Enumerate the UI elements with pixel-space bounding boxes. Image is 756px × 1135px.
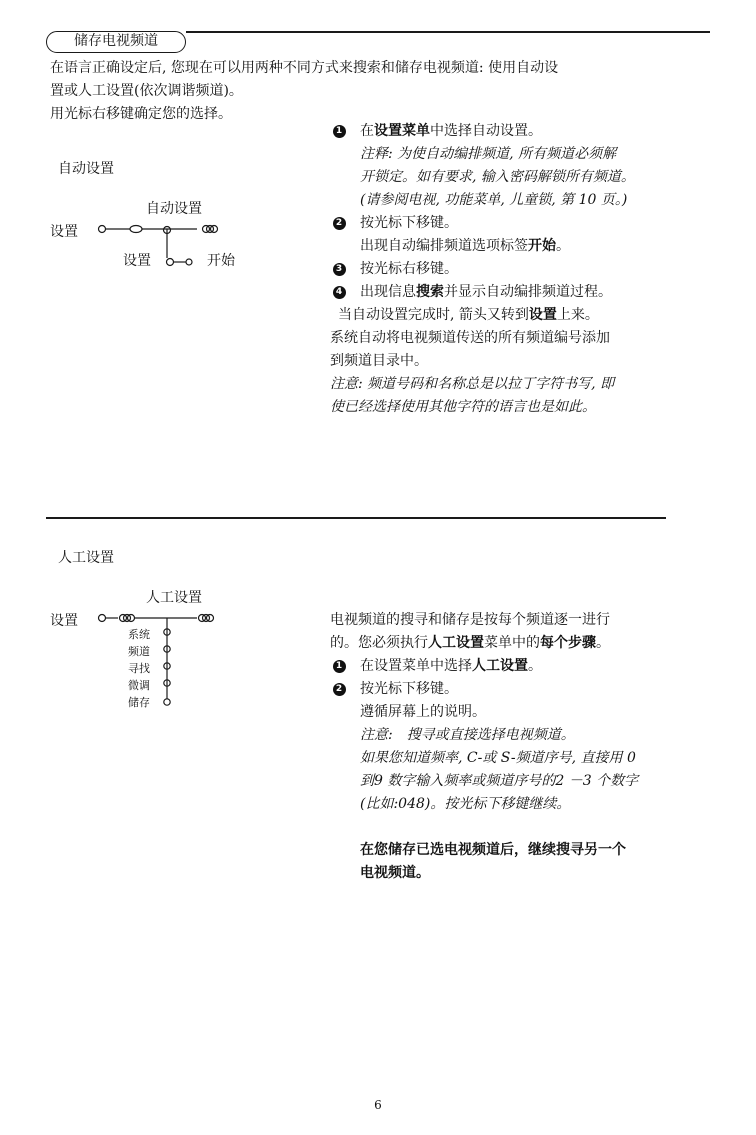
manual-item-store: 储存 xyxy=(128,696,150,709)
intro-line-1: 在语言正确设定后, 您现在可以用两种不同方式来搜索和储存电视频道: 使用自动设 xyxy=(50,60,559,76)
manual-step-1 xyxy=(330,655,665,678)
manual-step-1-pre: 在设置菜单中选择 xyxy=(360,658,472,674)
auto-note-1-line-2: 开锁定。如有要求, 输入密码解锁所有频道。 xyxy=(360,169,635,185)
step-number-2-icon: 2 xyxy=(330,214,348,232)
auto-step-2-sub-post: 。 xyxy=(556,238,570,254)
manual-setup-heading: 人工设置 xyxy=(58,550,114,566)
step-number-4-icon: 4 xyxy=(330,283,348,301)
auto-setup-heading: 自动设置 xyxy=(58,161,114,177)
manual-note-line-3: 到9 数字输入频率或频道序号的2 －3 个数字 xyxy=(360,773,639,789)
auto-note-2-line-1: 注意: 频道号码和名称总是以拉丁字符书写, 即 xyxy=(330,376,615,392)
manual-item-channel: 频道 xyxy=(128,645,150,658)
manual-item-search: 寻找 xyxy=(128,662,150,675)
manual-step-2-text: 按光标下移键。 xyxy=(360,681,458,697)
auto-step-3 xyxy=(330,258,665,281)
auto-step-4 xyxy=(330,281,665,304)
auto-diagram-top-label: 自动设置 xyxy=(146,201,202,217)
auto-step-4-bold: 搜索 xyxy=(416,284,444,300)
intro-line-3: 用光标右移键确定您的选择。 xyxy=(50,106,232,122)
auto-note-1-line-3: (请参阅电视, 功能菜单, 儿童锁, 第 10 页。) xyxy=(360,192,628,208)
auto-step-4-post: 并显示自动编排频道过程。 xyxy=(444,284,612,300)
auto-note-1-line-1: 注释: 为使自动编排频道, 所有频道必须解 xyxy=(360,146,617,162)
auto-step-1-post: 中选择自动设置。 xyxy=(430,123,542,139)
auto-step-1 xyxy=(330,120,665,143)
manual-step-1-bold: 人工设置 xyxy=(472,658,528,674)
manual-step-number-2-icon: 2 xyxy=(330,680,348,698)
auto-system-line-1: 系统自动将电视频道传送的所有频道编号添加 xyxy=(330,330,610,346)
manual-note-line-2: 如果您知道频率, C-或 S-频道序号, 直接用 0 xyxy=(360,750,636,766)
manual-intro-mid: 菜单中的 xyxy=(484,635,540,651)
manual-step-2 xyxy=(330,678,665,701)
auto-step-2-sub-bold: 开始 xyxy=(528,238,556,254)
step-number-3-icon: 3 xyxy=(330,260,348,278)
manual-item-system: 系统 xyxy=(128,628,150,641)
manual-final-line-2: 电视频道。 xyxy=(360,865,430,881)
auto-diagram-sub-label: 设置 xyxy=(123,253,151,269)
manual-final-line-1: 在您储存已选电视频道后，继续搜寻另一个 xyxy=(360,842,626,858)
auto-note-2-line-2: 使已经选择使用其他字符的语言也是如此。 xyxy=(330,399,596,415)
manual-step-number-1-icon: 1 xyxy=(330,657,348,675)
manual-intro-line-1: 电视频道的搜寻和储存是按每个频道逐一进行 xyxy=(330,612,610,628)
manual-intro-bold-1: 人工设置 xyxy=(428,635,484,651)
auto-diagram-left-label: 设置 xyxy=(50,224,78,240)
manual-note-line-4: (比如:048)。按光标下移键继续。 xyxy=(360,796,571,812)
page-number: 6 xyxy=(374,1098,382,1112)
auto-complete-bold: 设置 xyxy=(528,307,557,323)
manual-note-line-1: 注意: 搜寻或直接选择电视频道。 xyxy=(360,727,575,743)
manual-item-finetune: 微调 xyxy=(128,679,150,692)
auto-step-2-sub-pre: 出现自动编排频道选项标签 xyxy=(360,238,528,254)
auto-step-1-pre: 在 xyxy=(360,123,374,139)
auto-step-3-text: 按光标右移键。 xyxy=(360,261,458,277)
manual-intro-pre: 的。您必须执行 xyxy=(330,635,428,651)
auto-diagram-start-label: 开始 xyxy=(207,253,235,269)
step-number-1-icon: 1 xyxy=(330,122,348,140)
auto-system-line-2: 到频道目录中。 xyxy=(330,353,428,369)
auto-step-2 xyxy=(330,212,665,235)
intro-line-2: 置或人工设置(依次调谐频道)。 xyxy=(50,83,243,99)
auto-complete-paragraph xyxy=(330,304,665,327)
auto-step-1-bold: 设置菜单 xyxy=(374,123,430,139)
manual-step-2-sub: 遵循屏幕上的说明。 xyxy=(360,704,486,720)
section-title: 储存电视频道 xyxy=(46,31,186,53)
auto-step-2-text: 按光标下移键。 xyxy=(360,215,458,231)
manual-setup-instructions xyxy=(330,609,665,885)
manual-intro-line-2 xyxy=(330,632,665,655)
manual-diagram-left-label: 设置 xyxy=(50,613,78,629)
auto-complete-post: 上来。 xyxy=(556,307,599,323)
auto-setup-instructions xyxy=(330,120,665,419)
manual-step-1-post: 。 xyxy=(528,658,542,674)
auto-step-4-pre: 出现信息 xyxy=(360,284,416,300)
auto-complete-pre: 当自动设置完成时, 箭头又转到 xyxy=(338,307,529,323)
auto-step-2-sub xyxy=(330,235,665,258)
manual-intro-bold-2: 每个步骤 xyxy=(540,635,596,651)
manual-diagram-top-label: 人工设置 xyxy=(146,590,202,606)
manual-intro-post: 。 xyxy=(596,635,610,651)
